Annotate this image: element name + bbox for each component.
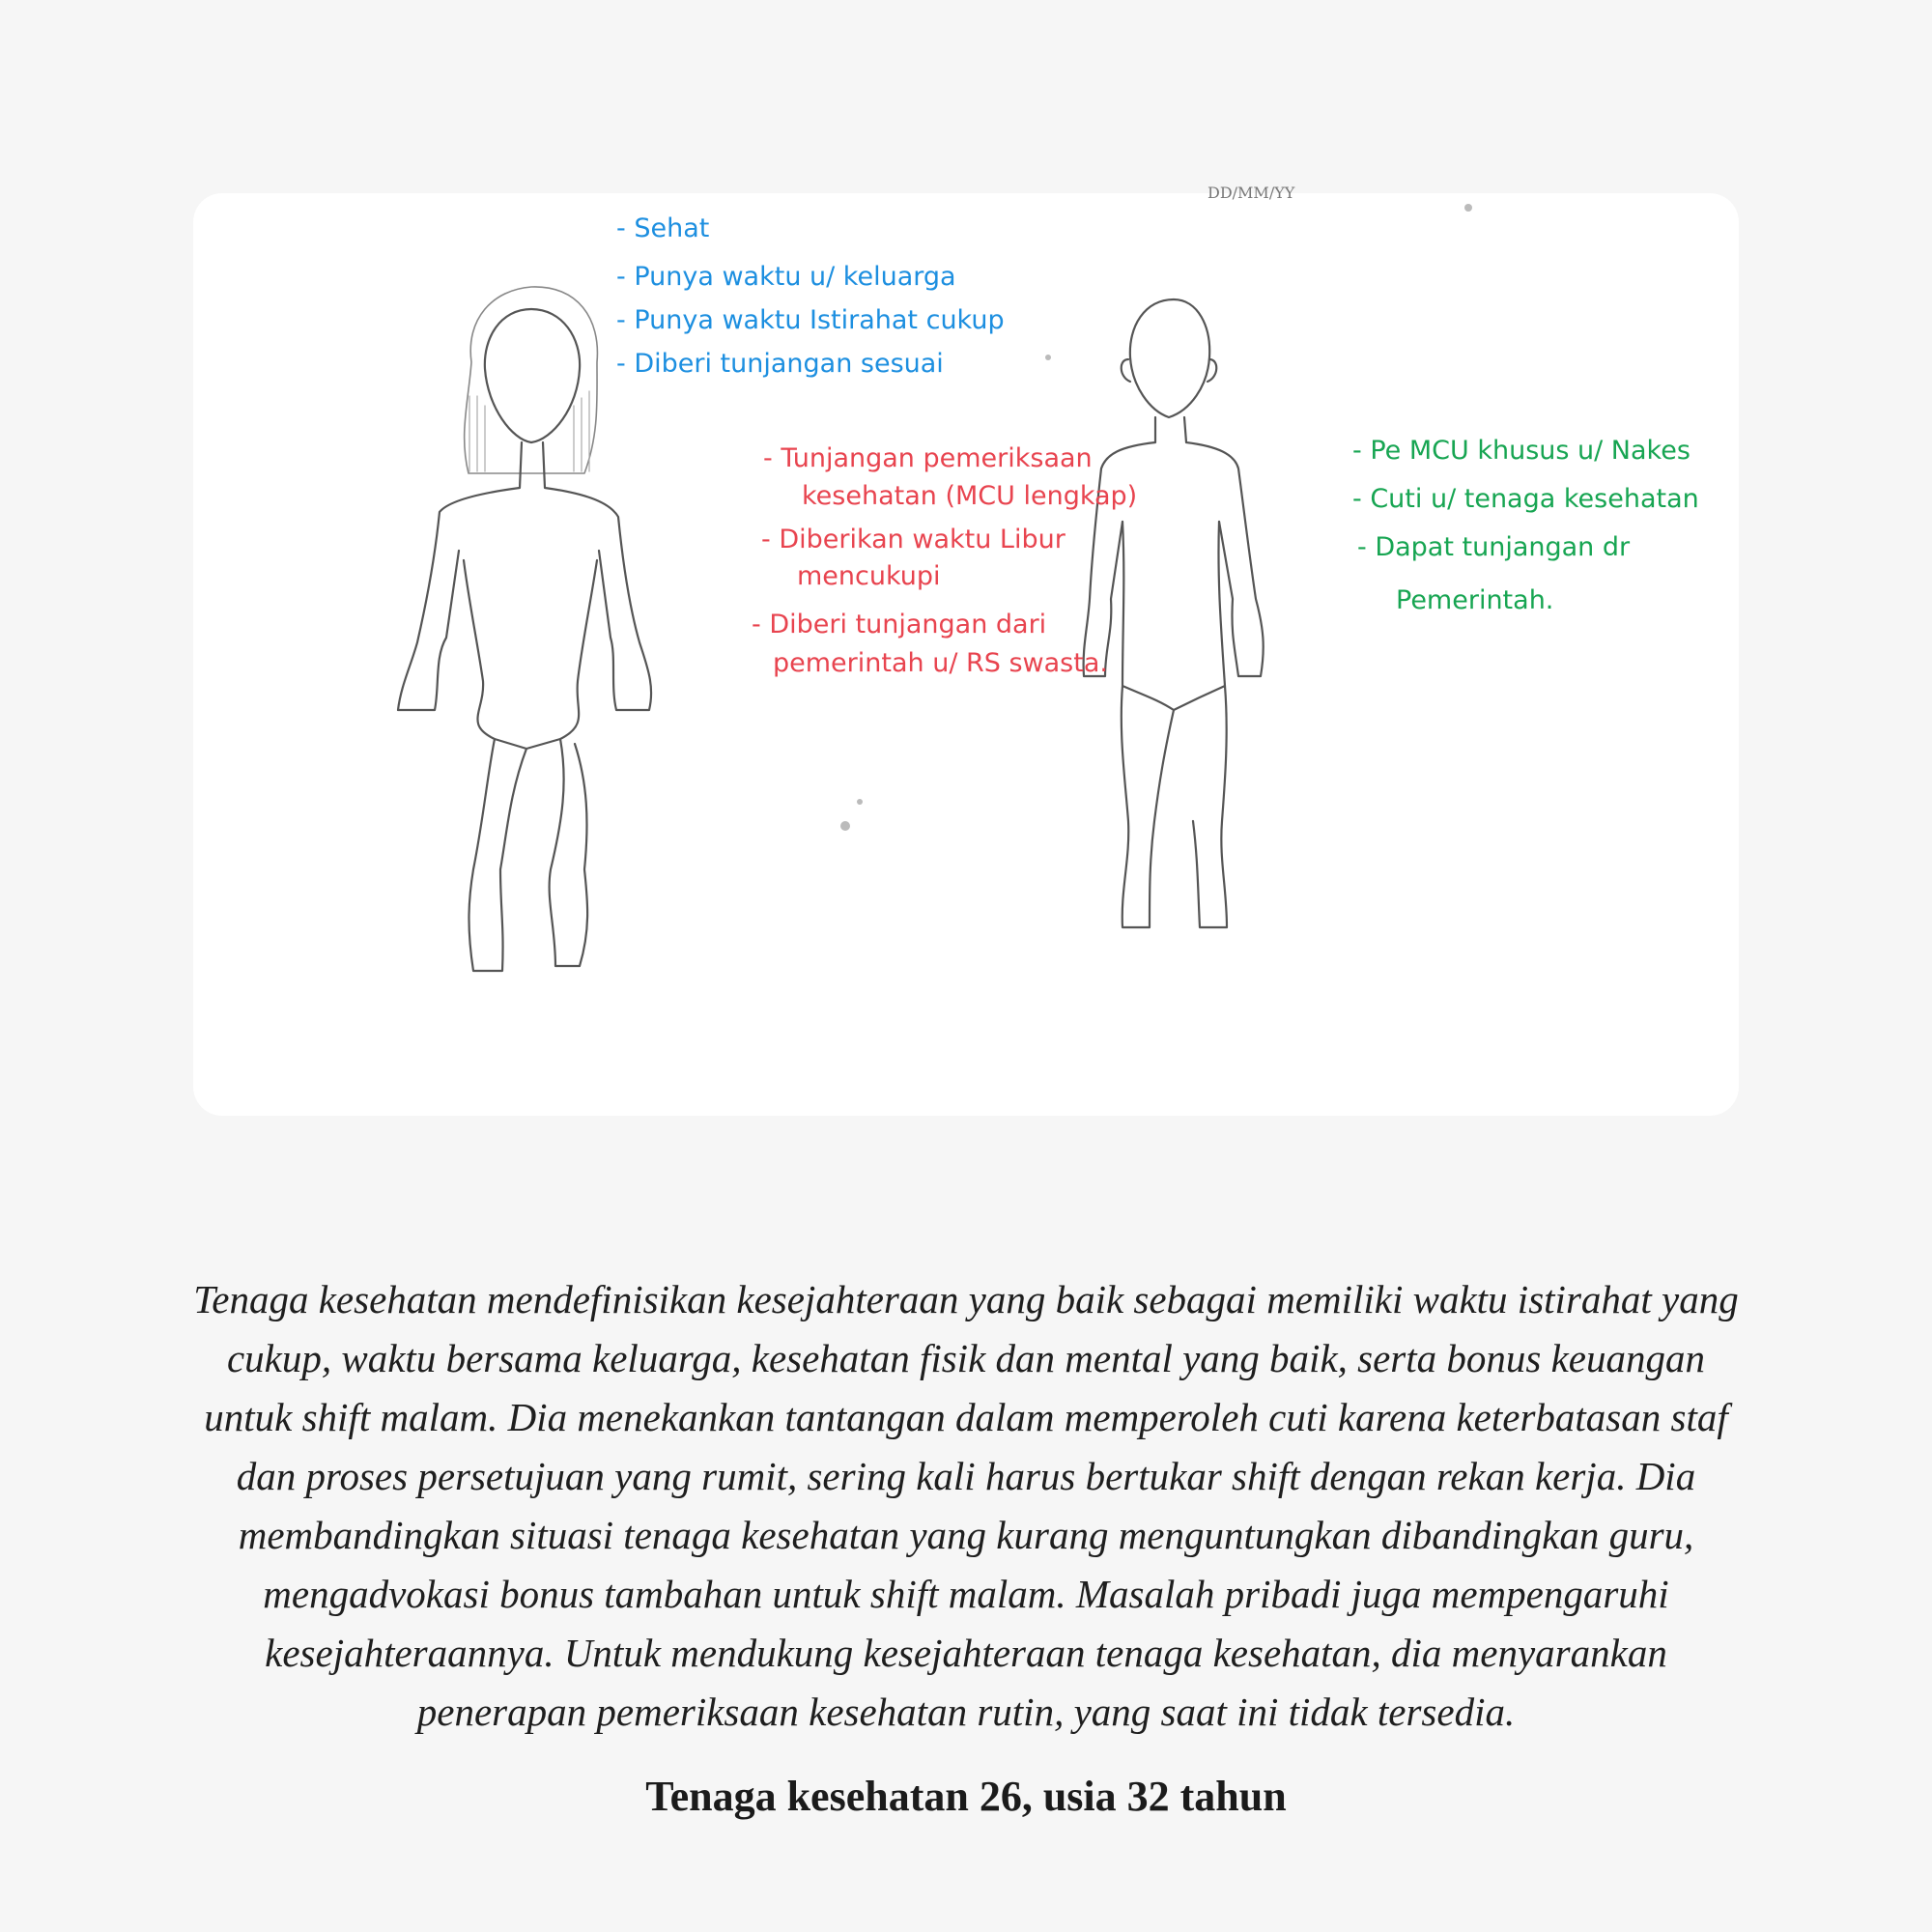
scan-header: DD/MM/YY xyxy=(1208,184,1295,202)
female-head xyxy=(485,309,580,442)
red-note-1: - Tunjangan pemeriksaan xyxy=(763,443,1093,473)
green-note-2: - Cuti u/ tenaga kesehatan xyxy=(1352,484,1699,514)
red-note-2b: mencukupi xyxy=(797,561,941,591)
sketch-drawing xyxy=(193,184,1739,1116)
caption-text: Tenaga kesehatan mendefinisikan kesejahteraan yang baik sebagai memiliki waktu istirahat yang cukup, waktu bersama keluarga, kesehatan fisik dan mental yang baik, serta bonus keuangan untuk shift malam. Dia menekankan tantangan dalam memperoleh cuti karena keterbatasan staf dan proses persetujuan yang rumit, sering kali harus bertukar shift dengan rekan kerja. Dia membandingkan situasi tenaga kesehatan yang kurang menguntungkan dibandingkan guru, mengadvokasi bonus tambahan untuk shift malam. Masalah pribadi juga mempengaruhi kesejahteraannya. Untuk mendukung kesejahteraan tenaga kesehatan, dia menyarankan penerapan pemeriksaan kesehatan rutin, yang saat ini tidak tersedia. xyxy=(193,1277,1739,1734)
female-torso xyxy=(464,560,597,971)
red-note-2: - Diberikan waktu Libur xyxy=(761,525,1065,554)
male-head xyxy=(1130,299,1209,417)
blue-note-3: - Punya waktu Istirahat cukup xyxy=(616,305,1005,335)
description-caption xyxy=(184,1270,1748,1742)
red-note-3b: pemerintah u/ RS swasta. xyxy=(773,648,1108,678)
female-figure-sketch xyxy=(398,287,651,971)
green-note-1: - Pe MCU khusus u/ Nakes xyxy=(1352,436,1690,466)
blue-note-1: - Sehat xyxy=(616,213,710,243)
green-note-3: - Dapat tunjangan dr xyxy=(1357,532,1631,562)
scan-smudges xyxy=(840,204,1472,831)
green-notes xyxy=(1352,436,1699,615)
blue-note-4: - Diberi tunjangan sesuai xyxy=(616,349,944,379)
male-body xyxy=(1084,417,1264,676)
sketch-card xyxy=(193,184,1739,1116)
respondent-credit: Tenaga kesehatan 26, usia 32 tahun xyxy=(645,1773,1287,1820)
red-note-1b: kesehatan (MCU lengkap) xyxy=(802,481,1138,511)
male-figure-sketch xyxy=(1084,299,1264,927)
green-note-3b: Pemerintah. xyxy=(1396,585,1554,615)
blue-notes xyxy=(616,213,1005,379)
male-ears xyxy=(1122,359,1217,382)
female-body xyxy=(398,442,651,710)
red-note-3: - Diberi tunjangan dari xyxy=(752,610,1047,639)
blue-note-2: - Punya waktu u/ keluarga xyxy=(616,262,956,292)
male-torso xyxy=(1122,522,1227,927)
red-notes xyxy=(752,443,1137,678)
